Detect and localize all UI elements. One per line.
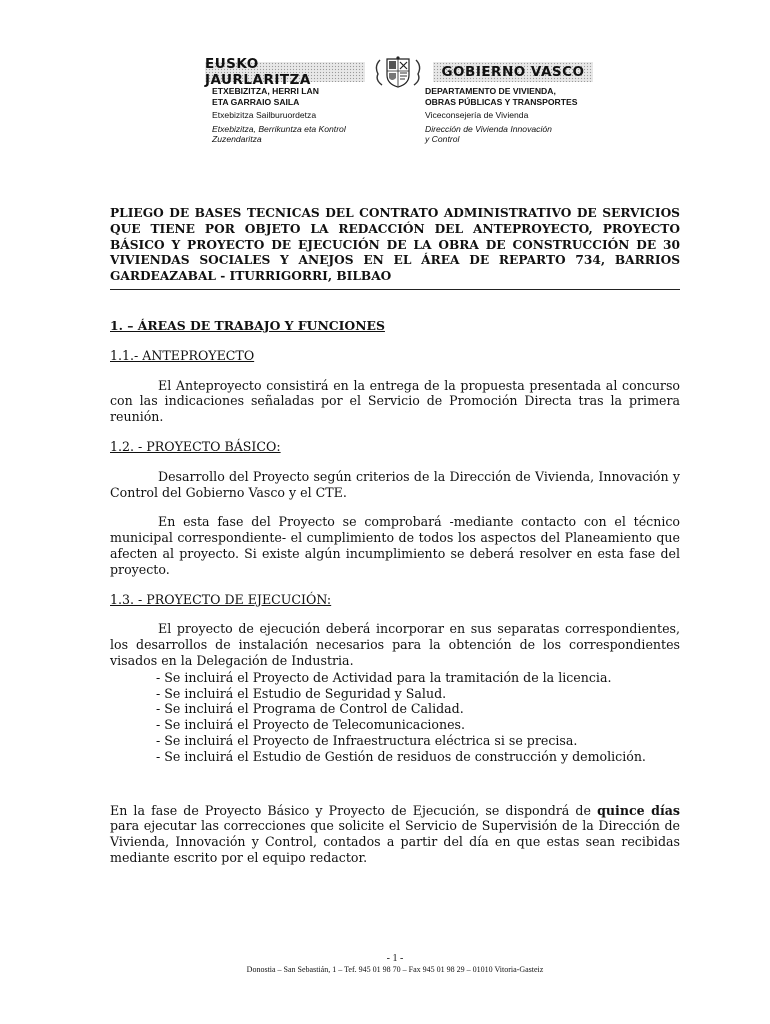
- list-item: - Se incluirá el Programa de Control de Calidad.: [156, 701, 464, 717]
- directorate-line2: Zuzendaritza: [212, 134, 262, 145]
- coat-of-arms-icon: [372, 56, 424, 88]
- document-title: PLIEGO DE BASES TECNICAS DEL CONTRATO ADMINISTRATIVO DE SERVICIOS QUE TIENE POR OBJETO LA REDACCIÓN DEL ANTEPROYECTO, PROYECTO BÁSICO Y PROYECTO DE EJECUCIÓN DE LA OBRA DE CONSTRUCCIÓN DE 30 VIVIENDAS SOCIALES Y ANEJOS EN EL ÁREA DE REPARTO 734, BARRIOS GARDEAZABAL - ITURRIGORRI, BILBAO: [110, 206, 680, 290]
- government-logo-bar: [205, 58, 593, 86]
- paragraph: En esta fase del Proyecto se comprobará -mediante contacto con el técnico municipal correspondiente- el cumplimiento de todos los aspectos del Planeamiento que afecten al proyecto. Si existe algún incumplimiento se deberá resolver en esta fase del proyecto.: [110, 514, 680, 577]
- closing-text-end: para ejecutar las correcciones que solicite el Servicio de Supervisión de la Dirección de Vivienda, Innovación y Control, contados a partir del día en que estas sean recibidas mediante escrito por el equipo redactor.: [110, 818, 680, 865]
- header-department-basque: [212, 86, 382, 145]
- section-heading: 1. – ÁREAS DE TRABAJO Y FUNCIONES: [110, 318, 385, 333]
- subsection-heading-proyecto-ejecucion: 1.3. - PROYECTO DE EJECUCIÓN:: [110, 591, 332, 607]
- paragraph: El Anteproyecto consistirá en la entrega de la propuesta presentada al concurso con las indicaciones señaladas por el Servicio de Promoción Directa tras la primera reunión.: [110, 377, 680, 425]
- dept-name-line2: ETA GARRAIO SAILA: [212, 96, 300, 107]
- directorate-line1: Dirección de Vivienda Innovación: [425, 123, 552, 134]
- closing-text-start: En la fase de Proyecto Básico y Proyecto de Ejecución, se dispondrá de: [110, 802, 598, 818]
- header-department-spanish: [425, 86, 605, 145]
- dept-name-line1: ETXEBIZITZA, HERRI LAN: [212, 86, 319, 96]
- list-item: - Se incluirá el Proyecto de Telecomunicaciones.: [156, 717, 466, 733]
- list-item: - Se incluirá el Proyecto de Infraestructura eléctrica si se precisa.: [156, 732, 578, 748]
- directorate-line2: y Control: [425, 134, 460, 145]
- list-item: - Se incluirá el Proyecto de Actividad para la tramitación de la licencia.: [156, 669, 612, 685]
- vice-department: Viceconsejería de Vivienda: [425, 110, 529, 121]
- page-footer: [110, 954, 680, 975]
- requirements-list: [156, 670, 680, 765]
- paragraph: El proyecto de ejecución deberá incorporar en sus separatas correspondientes, los desarrollos de instalación necesarios para la obtención de los correspondientes visados en la Delegación de Industria.: [110, 621, 680, 668]
- footer-address: Donostia – San Sebastián, 1 – Tef. 945 01 98 70 – Fax 945 01 98 29 – 01010 Vitoria-Gasteiz: [246, 965, 544, 974]
- vice-department: Etxebizitza Sailburuordetza: [212, 110, 317, 121]
- closing-paragraph: [110, 803, 680, 866]
- list-item: - Se incluirá el Estudio de Seguridad y Salud.: [156, 685, 447, 701]
- directorate-line1: Etxebizitza, Berrikuntza eta Kontrol: [212, 123, 346, 134]
- page-number: - 1 -: [386, 953, 404, 964]
- logo-spanish-text: GOBIERNO VASCO: [433, 62, 593, 82]
- deadline-emphasis: quince días: [597, 802, 681, 818]
- dept-name-line1: DEPARTAMENTO DE VIVIENDA,: [425, 86, 556, 96]
- list-item: - Se incluirá el Estudio de Gestión de residuos de construcción y demolición.: [156, 748, 646, 764]
- logo-basque-text: EUSKO JAURLARITZA: [205, 62, 365, 82]
- dept-name-line2: OBRAS PÚBLICAS Y TRANSPORTES: [425, 96, 578, 107]
- document-body: [110, 318, 680, 880]
- subsection-heading-proyecto-basico: 1.2. - PROYECTO BÁSICO:: [110, 438, 281, 454]
- subsection-heading-anteproyecto: 1.1.- ANTEPROYECTO: [110, 347, 255, 363]
- paragraph: Desarrollo del Proyecto según criterios de la Dirección de Vivienda, Innovación y Control del Gobierno Vasco y el CTE.: [110, 468, 680, 500]
